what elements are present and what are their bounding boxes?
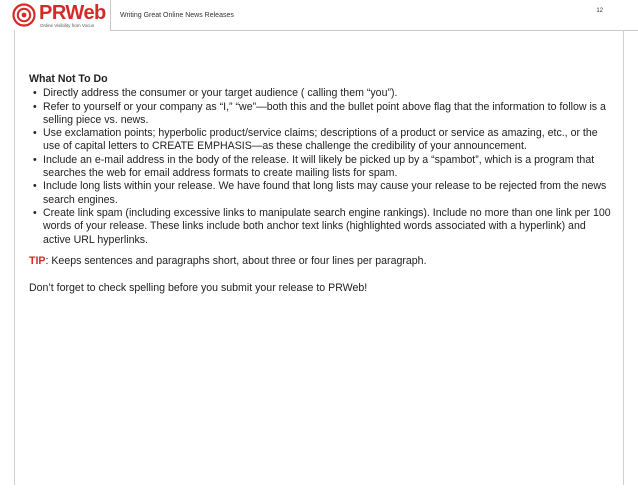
bullet-list bbox=[29, 87, 613, 247]
list-item: • Create link spam (including excessive links to manipulate search engine rankings). Include no more than one link per 100 words of your release. These links include both anchor text links (highlighted words associated with a hyperlink) and active URL hyperlinks. bbox=[29, 207, 613, 247]
list-item: • Use exclamation points; hyperbolic product/service claims; descriptions of a product or service as amazing, etc., or the use of capital letters to CREATE EMPHASIS—as these challenge the credibility of your announcement. bbox=[29, 127, 613, 154]
tip-paragraph bbox=[29, 255, 613, 268]
frame-left-border bbox=[14, 30, 15, 485]
page-header bbox=[0, 0, 638, 30]
section-heading: What Not To Do bbox=[29, 73, 108, 85]
closing-paragraph: Don’t forget to check spelling before you submit your release to PRWeb! bbox=[29, 282, 368, 295]
document-title: Writing Great Online News Releases bbox=[120, 12, 234, 19]
prweb-logo bbox=[12, 3, 112, 30]
header-divider-vertical bbox=[110, 0, 111, 30]
list-item: • Include long lists within your release. We have found that long lists may cause your release to be rejected from the news search engines. bbox=[29, 180, 613, 207]
page-number: 12 bbox=[596, 8, 603, 14]
header-divider-horizontal bbox=[110, 30, 638, 31]
logo-web: Web bbox=[65, 2, 106, 24]
tip-label: TIP bbox=[29, 254, 46, 267]
logo-tagline: Online Visibility from Vocus bbox=[40, 23, 95, 28]
list-item: • Refer to yourself or your company as “I,” “we”—both this and the bullet point above flag that the information to follow is a selling piece vs. news. bbox=[29, 101, 613, 128]
tip-text: : Keeps sentences and paragraphs short, about three or four lines per paragraph. bbox=[45, 254, 427, 267]
page-content bbox=[29, 73, 613, 295]
logo-pr: PR bbox=[39, 2, 66, 24]
logo-wordmark bbox=[39, 2, 106, 24]
list-item: • Directly address the consumer or your target audience ( calling them “you”). bbox=[29, 87, 613, 100]
list-item: • Include an e-mail address in the body of the release. It will likely be picked up by a “spambot”, which is a program that searches the web for email address formats to create mailing lists for spam. bbox=[29, 154, 613, 181]
frame-right-border bbox=[623, 30, 624, 485]
prweb-logo-icon bbox=[12, 3, 36, 27]
